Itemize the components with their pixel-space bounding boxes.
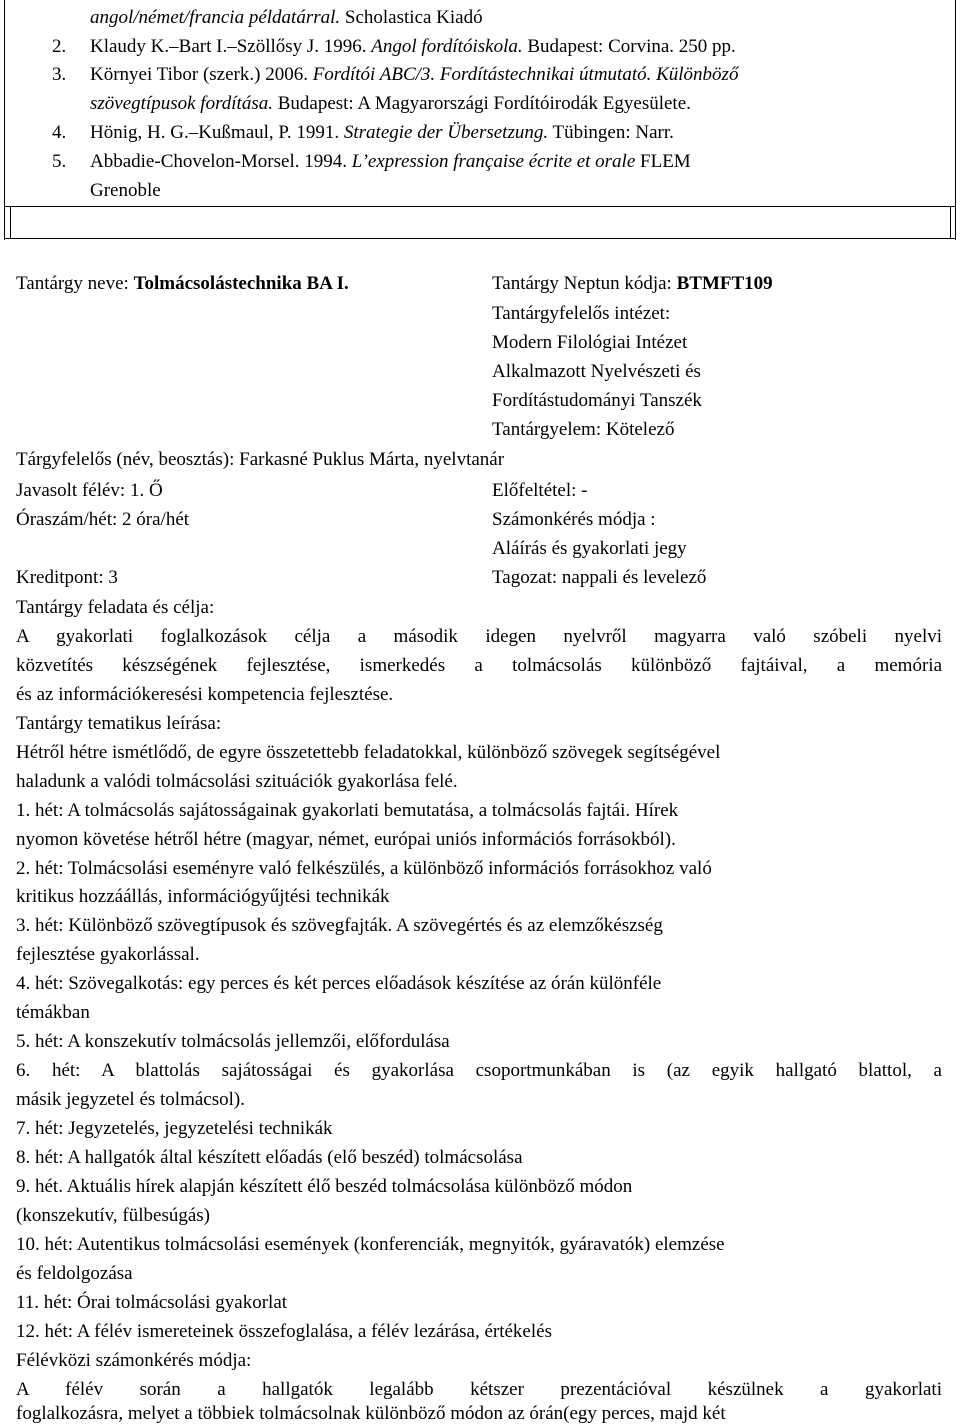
reference-number: 4. <box>52 122 67 143</box>
thematic-line: nyomon követése hétről hétre (magyar, német, európai uniós információs forrásokból). <box>16 829 676 850</box>
thematic-line: (konszekutív, fülbesúgás) <box>16 1205 210 1226</box>
course-element: Tantárgyelem: Kötelező <box>492 419 675 440</box>
course-name-value: Tolmácsolástechnika BA I. <box>133 273 349 294</box>
course-responsible: Tárgyfelelős (név, beosztás): Farkasné Puklus Márta, nyelvtanár <box>16 449 505 470</box>
course-code-value: BTMFT109 <box>676 273 773 294</box>
course-name-label: Tantárgy neve: <box>16 273 134 294</box>
thematic-line: 7. hét: Jegyzetelés, jegyzetelési technikák <box>16 1118 333 1139</box>
reference-item-2 <box>52 35 736 59</box>
assessment-value: Aláírás és gyakorlati jegy <box>492 538 687 559</box>
thematic-line: 9. hét. Aktuális hírek alapján készített élő beszéd tolmácsolása különböző módon <box>16 1176 633 1197</box>
reference-author: Hönig, H. G.–Kußmaul, P. 1991. <box>90 122 344 143</box>
thematic-line: témákban <box>16 1002 90 1023</box>
thematic-line: haladunk a valódi tolmácsolási szituációk gyakorlása felé. <box>16 771 458 792</box>
reference-author: Abbadie-Chovelon-Morsel. 1994. <box>90 151 352 172</box>
institute-name: Modern Filológiai Intézet <box>492 332 688 353</box>
midterm-heading: Félévközi számonkérés módja: <box>16 1350 252 1371</box>
thematic-heading: Tantárgy tematikus leírása: <box>16 713 222 734</box>
goal-paragraph-line: A gyakorlati foglalkozások célja a második idegen nyelvről magyarra való szóbeli nyelvi <box>16 626 942 647</box>
reference-item-5-continued <box>90 179 161 203</box>
thematic-line: 8. hét: A hallgatók által készített előadás (elő beszéd) tolmácsolása <box>16 1147 523 1168</box>
assessment-label: Számonkérés módja : <box>492 509 656 530</box>
table-row-divider <box>4 206 956 207</box>
department-name-1: Alkalmazott Nyelvészeti és <box>492 361 701 382</box>
thematic-line: 5. hét: A konszekutív tolmácsolás jellemzői, előfordulása <box>16 1031 450 1052</box>
reference-number: 2. <box>52 36 67 57</box>
reference-number: 3. <box>52 64 67 85</box>
prerequisite: Előfeltétel: - <box>492 480 588 501</box>
reference-item-5 <box>52 150 691 174</box>
midterm-paragraph-line: A félév során a hallgatók legalább kétszer prezentációval készülnek a gyakorlati <box>16 1379 942 1400</box>
reference-publisher: Budapest: Corvina. 250 pp. <box>522 36 736 57</box>
thematic-line: kritikus hozzáállás, információgyűjtési technikák <box>16 886 390 907</box>
reference-author: Környei Tibor (szerk.) 2006. <box>90 64 313 85</box>
table-inner-right <box>950 206 951 238</box>
thematic-line: 10. hét: Autentikus tolmácsolási események (konferenciák, megnyitók, gyáravatók) elemzése <box>16 1234 725 1255</box>
reference-publisher: Budapest: A Magyarországi Fordítóirodák Egyesülete. <box>272 93 691 114</box>
weekly-hours: Óraszám/hét: 2 óra/hét <box>16 509 190 530</box>
course-name <box>16 272 349 296</box>
reference-item-3 <box>52 63 738 87</box>
thematic-line: 3. hét: Különböző szövegtípusok és szövegfajták. A szövegértés és az elemzőkészség <box>16 915 663 936</box>
thematic-line: 2. hét: Tolmácsolási eseményre való felkészülés, a különböző információs forrásokhoz való <box>16 858 712 879</box>
thematic-line: 11. hét: Órai tolmácsolási gyakorlat <box>16 1292 288 1313</box>
reference-title: Fordítói ABC/3. Fordítástechnikai útmutató. Különböző <box>312 64 739 85</box>
thematic-line: másik jegyzetel és tolmácsol). <box>16 1089 245 1110</box>
table-border-left <box>4 0 5 240</box>
department-name-2: Fordítástudományi Tanszék <box>492 390 702 411</box>
reference-title: Strategie der Übersetzung. <box>343 122 549 143</box>
reference-title: angol/német/francia példatárral. <box>90 7 341 28</box>
thematic-line: 12. hét: A félév ismereteinek összefoglalása, a félév lezárása, értékelés <box>16 1321 552 1342</box>
goal-paragraph-line: közvetítés készségének fejlesztése, ismerkedés a tolmácsolás különböző fajtáival, a memória <box>16 655 942 676</box>
recommended-semester: Javasolt félév: 1. Ő <box>16 480 163 501</box>
reference-item-4 <box>52 121 674 145</box>
thematic-line: fejlesztése gyakorlással. <box>16 944 200 965</box>
thematic-line: 1. hét: A tolmácsolás sajátosságainak gyakorlati bemutatása, a tolmácsolás fajtái. Hírek <box>16 800 679 821</box>
table-inner-left <box>10 206 11 238</box>
reference-title: L’expression française écrite et orale <box>351 151 636 172</box>
thematic-line: és feldolgozása <box>16 1263 133 1284</box>
reference-number: 5. <box>52 151 67 172</box>
reference-publisher: Scholastica Kiadó <box>340 7 483 28</box>
reference-author: Klaudy K.–Bart I.–Szöllősy J. 1996. <box>90 36 372 57</box>
table-border-right <box>955 0 956 240</box>
thematic-line: 4. hét: Szövegalkotás: egy perces és két perces előadások készítése az órán különféle <box>16 973 662 994</box>
course-code <box>492 272 773 296</box>
reference-item-3-continued <box>90 92 691 116</box>
institute-label: Tantárgyfelelős intézet: <box>492 303 671 324</box>
thematic-line: Hétről hétre ismétlődő, de egyre összetettebb feladatokkal, különböző szövegek segítségével <box>16 742 721 763</box>
reference-title: Angol fordítóiskola. <box>371 36 523 57</box>
course-code-label: Tantárgy Neptun kódja: <box>492 273 677 294</box>
reference-publisher: FLEM <box>635 151 691 172</box>
reference-publisher: Tübingen: Narr. <box>548 122 674 143</box>
reference-title: szövegtípusok fordítása. <box>90 93 273 114</box>
reference-city: Grenoble <box>90 180 161 201</box>
thematic-line: 6. hét: A blattolás sajátosságai és gyakorlása csoportmunkában is (az egyik hallgató blattol, a <box>16 1060 942 1081</box>
reference-continuation <box>90 6 483 30</box>
goal-heading: Tantárgy feladata és célja: <box>16 597 215 618</box>
table-border-bottom <box>4 238 956 239</box>
midterm-paragraph-line: foglalkozásra, melyet a többiek tolmácsolnak különböző módon az órán(egy perces, majd két <box>16 1403 726 1424</box>
study-mode: Tagozat: nappali és levelező <box>492 567 707 588</box>
goal-paragraph-line: és az információkeresési kompetencia fejlesztése. <box>16 684 394 705</box>
credits: Kreditpont: 3 <box>16 567 118 588</box>
